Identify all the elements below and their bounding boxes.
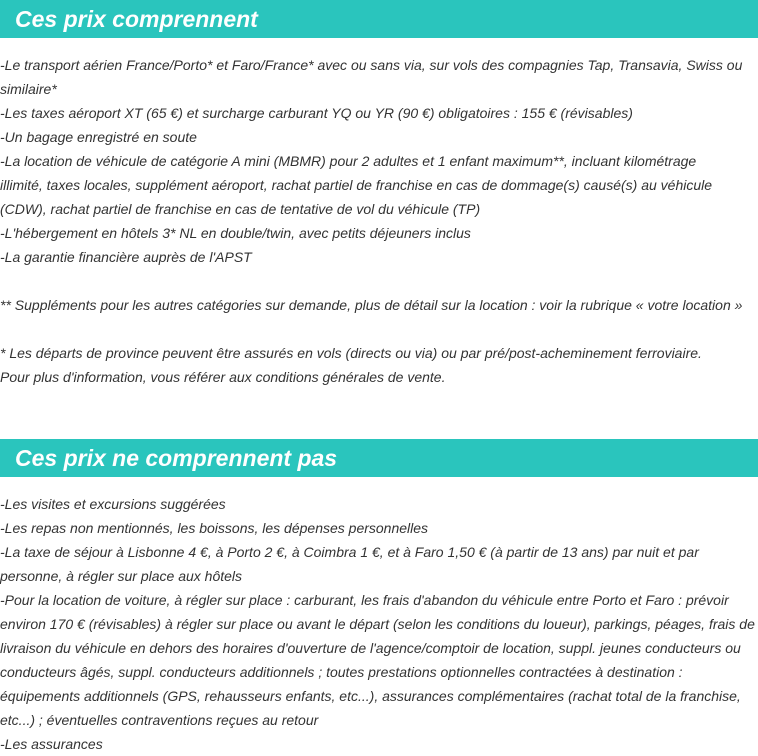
included-section-title: Ces prix comprennent [0, 0, 758, 38]
text-line: -La location de véhicule de catégorie A mini (MBMR) pour 2 adultes et 1 enfant maximum**, incluant kilométrage [0, 153, 697, 169]
footnote-line: * Les départs de province peuvent être assurés en vols (directs ou via) ou par pré/post-acheminement ferroviaire. [0, 345, 702, 361]
blank-line [0, 317, 758, 341]
text-line: -Les visites et excursions suggérées [0, 496, 226, 512]
text-line: -Les taxes aéroport XT (65 €) et surcharge carburant YQ ou YR (90 €) obligatoires : 155 € (révisables) [0, 105, 633, 121]
text-line: environ 170 € (révisables) à régler sur place ou avant le départ (selon les conditions du loueur), parkings, péages, frais de [0, 616, 755, 632]
excluded-section-title: Ces prix ne comprennent pas [0, 439, 758, 477]
text-line: équipements additionnels (GPS, rehausseurs enfants, etc...), assurances complémentaires (rachat total de la franchise, [0, 688, 741, 704]
text-line: -Les repas non mentionnés, les boissons, les dépenses personnelles [0, 520, 429, 536]
text-line: -La garantie financière auprès de l'APST [0, 249, 252, 265]
text-line: -La taxe de séjour à Lisbonne 4 €, à Porto 2 €, à Coimbra 1 €, et à Faro 1,50 € (à partir de 13 ans) par nuit et par [0, 544, 699, 560]
text-line: livraison du véhicule en dehors des horaires d'ouverture de l'agence/comptoir de location, suppl. jeunes conducteurs ou [0, 640, 741, 656]
footnote-line: Pour plus d'information, vous référer aux conditions générales de vente. [0, 369, 446, 385]
text-line: similaire* [0, 81, 57, 97]
text-line: etc...) ; éventuelles contraventions reçues au retour [0, 712, 319, 728]
excluded-text-block [0, 492, 758, 756]
blank-line [0, 269, 758, 293]
text-line: -L'hébergement en hôtels 3* NL en double/twin, avec petits déjeuners inclus [0, 225, 471, 241]
text-line: -Le transport aérien France/Porto* et Faro/France* avec ou sans via, sur vols des compagnies Tap, Transavia, Swiss ou [0, 57, 743, 73]
text-line: -Les assurances [0, 736, 103, 752]
text-line: -Un bagage enregistré en soute [0, 129, 197, 145]
text-line: conducteurs âgés, suppl. conducteurs additionnels ; toutes prestations optionnelles contractées à destination : [0, 664, 683, 680]
text-line: personne, à régler sur place aux hôtels [0, 568, 243, 584]
footnote-line: ** Suppléments pour les autres catégories sur demande, plus de détail sur la location : voir la rubrique « votre location » [0, 297, 743, 313]
included-text-block [0, 53, 758, 389]
text-line: illimité, taxes locales, supplément aéroport, rachat partiel de franchise en cas de dommage(s) causé(s) au véhicule [0, 177, 713, 193]
text-line: -Pour la location de voiture, à régler sur place : carburant, les frais d'abandon du véhicule entre Porto et Faro : prévoir [0, 592, 729, 608]
text-line: (CDW), rachat partiel de franchise en cas de tentative de vol du véhicule (TP) [0, 201, 481, 217]
